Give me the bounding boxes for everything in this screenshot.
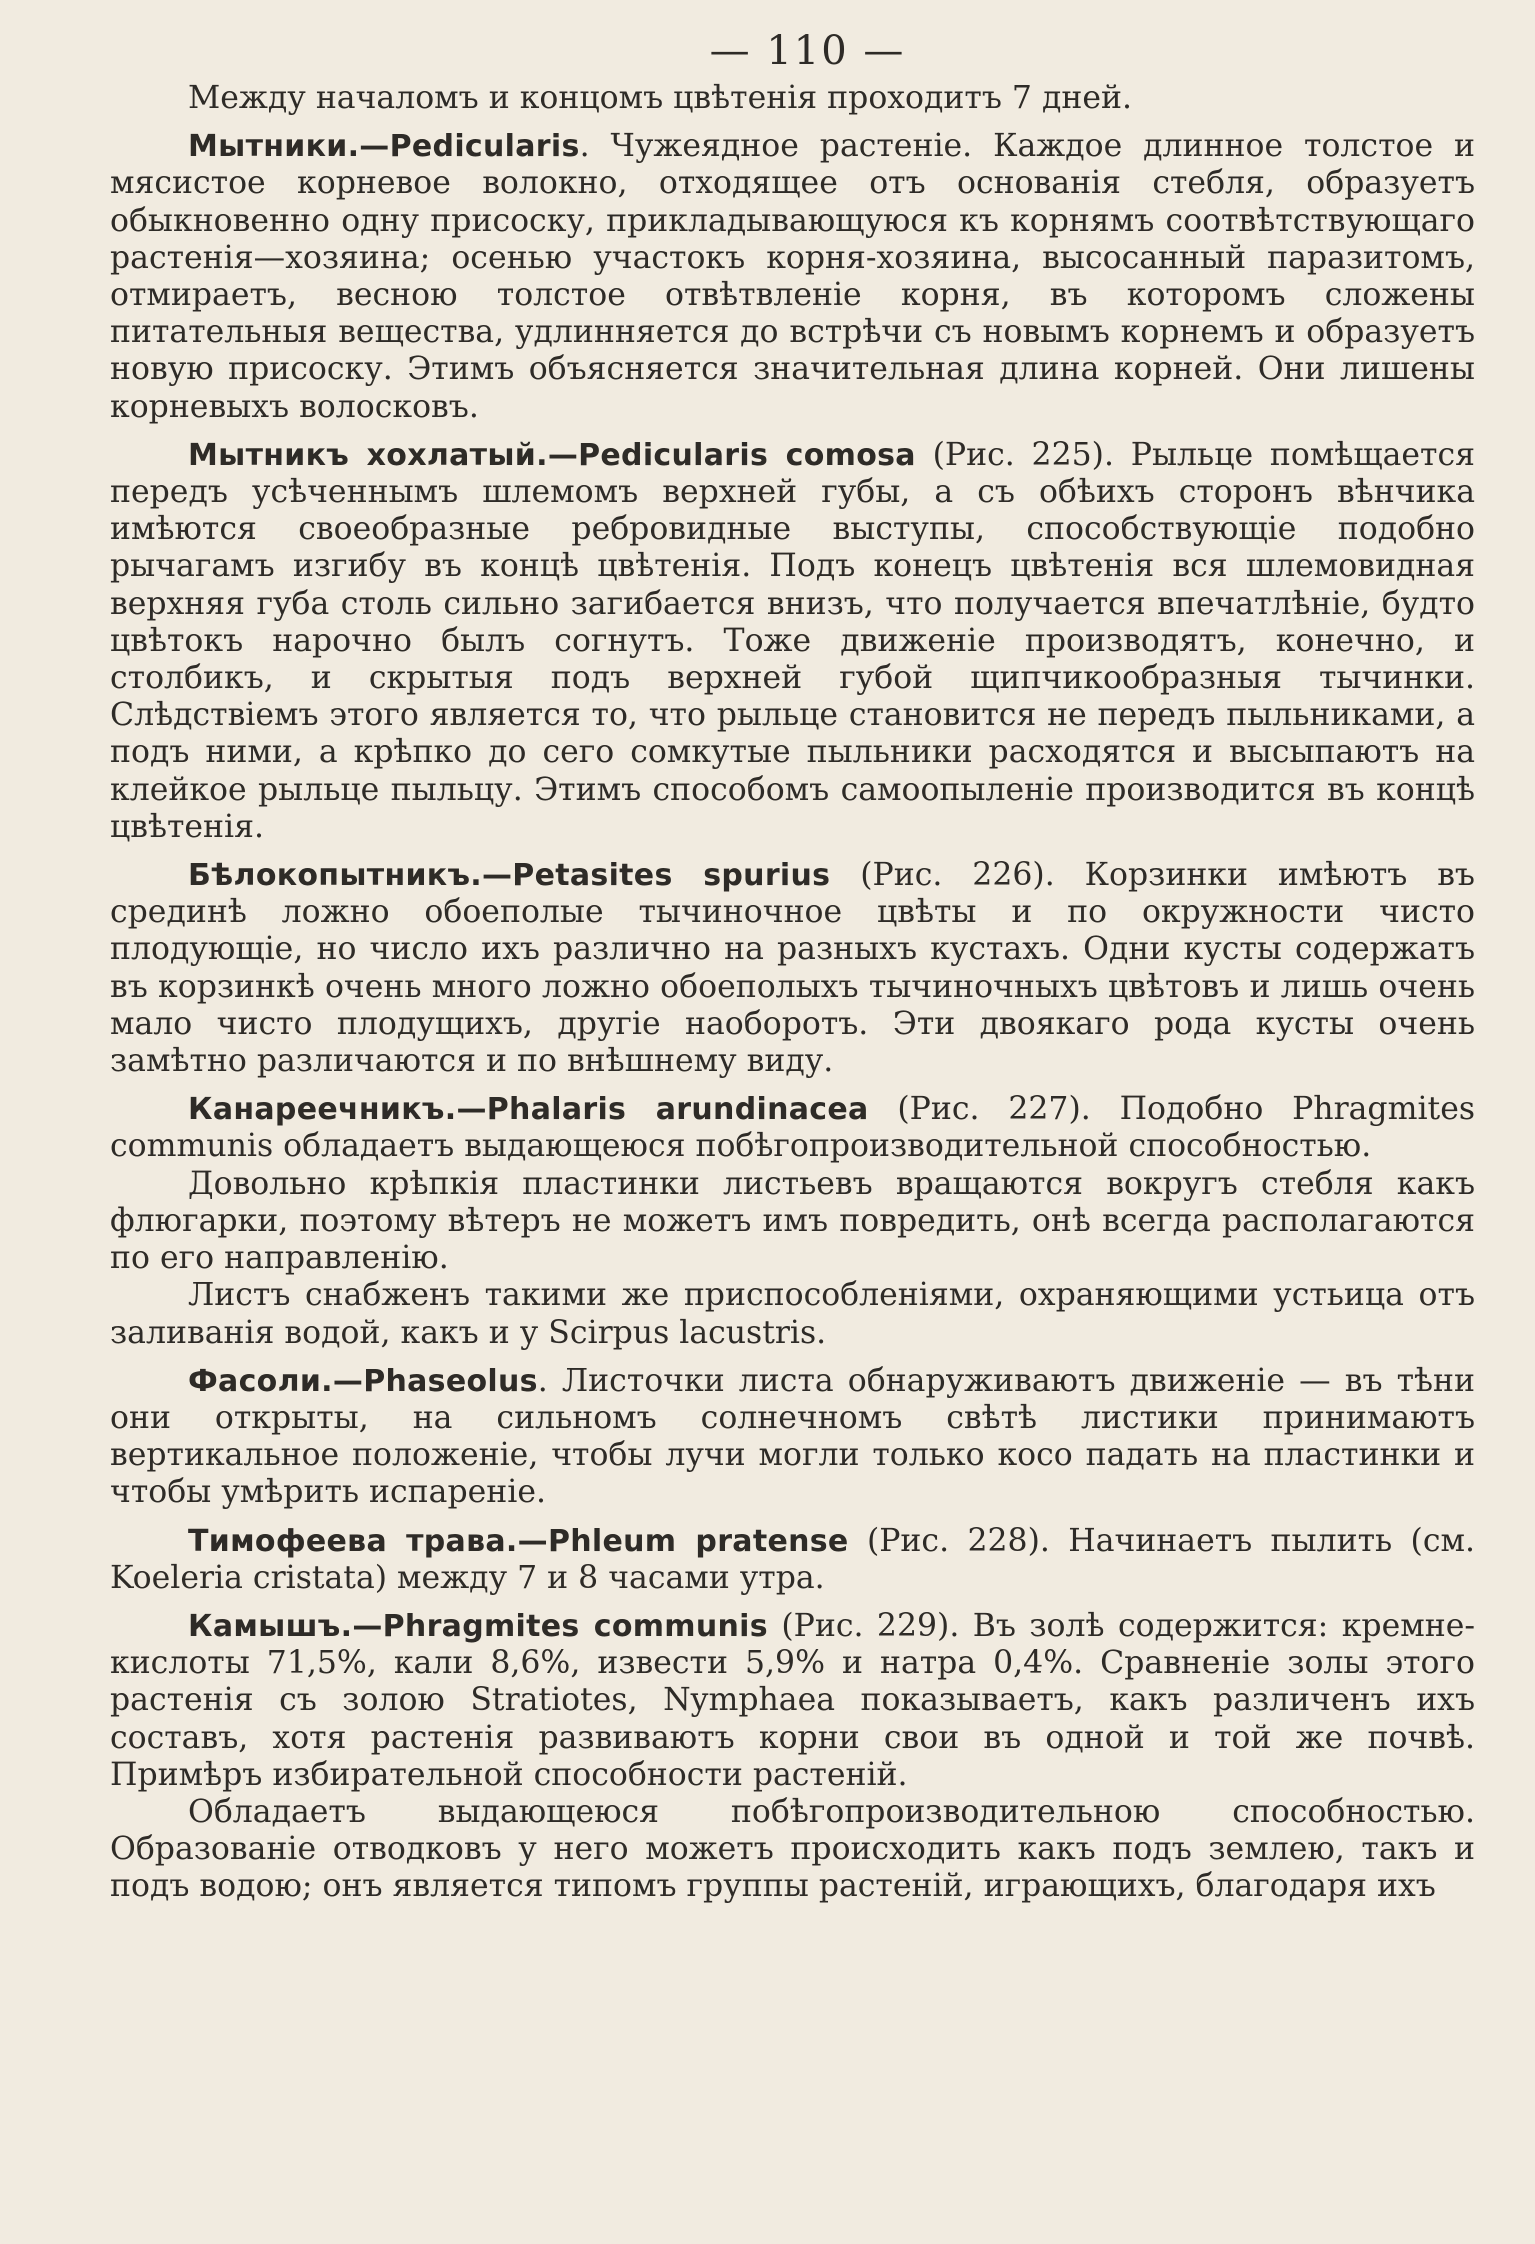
paragraph-text: (Рис. 227). Подобно Phragmites communis обладаетъ выдающеюся побѣгопроизводительной способностью. bbox=[110, 1091, 1475, 1165]
paragraph-text: (Рис. 225). Рыльце помѣщается передъ усѣченнымъ шлемомъ верхней губы, а съ обѣихъ сторонъ вѣнчика имѣются своеобразные ребровидные выступы, способствующіе подобно рычагамъ изгибу въ концѣ цвѣтенія. Подъ конецъ цвѣтенія вся шлемовидная верхняя губа столь сильно загибается внизъ, что получается впечатлѣніе, будто цвѣтокъ нарочно былъ согнутъ. Тоже движеніе производятъ, конечно, и столбикъ, и скрытыя подъ верхней губой щипчикообразныя тычинки. Слѣдствіемъ этого является то, что рыльце становится не передъ пыльниками, а подъ ними, а крѣпко до сего сомкутые пыльники расходятся и высыпаютъ на клейкое рыльце пыльцу. Этимъ способомъ самоопыленіе производится въ концѣ цвѣтенія. bbox=[110, 436, 1475, 845]
entry-term: Канареечникъ.— bbox=[188, 1092, 487, 1128]
paragraph-text: Довольно крѣпкія пластинки листьевъ вращаются вокругъ стебля какъ флюгарки, поэтому вѣтеръ не можетъ имъ повредить, онѣ всегда располагаются по его направленію. bbox=[110, 1165, 1475, 1277]
paragraph-text: . Чужеядное растеніе. Каждое длинное толстое и мясистое корневое волокно, отходящее отъ основанія стебля, образуетъ обыкновенно одну присоску, прикладывающуюся къ корнямъ соотвѣтствующаго растенія—хозяина; осенью участокъ корня-хозяина, высосанный паразитомъ, отмираетъ, весною толстое отвѣтвленіе корня, въ которомъ сложены питательныя вещества, удлинняется до встрѣчи съ новымъ корнемъ и образуетъ новую присоску. Этимъ объясняется значительная длина корней. Они лишены корневыхъ волосковъ. bbox=[110, 128, 1475, 425]
entry-term: Мытникъ хохлатый.— bbox=[188, 437, 579, 473]
paragraph-phalaris-stomata bbox=[110, 1277, 1475, 1351]
entry-latin-name: Phalaris arundinacea bbox=[486, 1092, 869, 1128]
paragraph-phalaris bbox=[110, 1091, 1475, 1165]
paragraph-phragmites-shoots bbox=[110, 1794, 1475, 1906]
body-text bbox=[110, 80, 1475, 1906]
paragraph-text: (Рис. 228). Начинаетъ пылить (см. Koeleria cristata) между 7 и 8 часами утра. bbox=[110, 1522, 1475, 1596]
entry-latin-name: Phleum pratense bbox=[547, 1523, 849, 1559]
paragraph-phragmites bbox=[110, 1608, 1475, 1794]
entry-term: Мытники.— bbox=[188, 129, 390, 165]
paragraph-phaseolus bbox=[110, 1363, 1475, 1512]
paragraph-petasites bbox=[110, 857, 1475, 1080]
entry-term: Камышъ.— bbox=[188, 1608, 383, 1644]
entry-latin-name: Phragmites communis bbox=[382, 1608, 768, 1644]
entry-latin-name: Phaseolus bbox=[363, 1363, 538, 1399]
paragraph-flowering bbox=[110, 80, 1475, 117]
paragraph-text: Между началомъ и концомъ цвѣтенія проходитъ 7 дней. bbox=[188, 80, 1132, 116]
entry-term: Фасоли.— bbox=[188, 1363, 364, 1399]
paragraph-pedicularis bbox=[110, 128, 1475, 426]
entry-latin-name: Pedicularis comosa bbox=[578, 437, 916, 473]
paragraph-text: Обладаетъ выдающеюся побѣгопроизводительною способностью. Образованіе отводковъ у него можетъ происходить какъ подъ землею, такъ и подъ водою; онъ является типомъ группы растеній, играющихъ, благодаря ихъ bbox=[110, 1793, 1475, 1905]
paragraph-text: . Листочки листа обнаруживаютъ движеніе — въ тѣни они открыты, на сильномъ солнечномъ свѣтѣ листики принимаютъ вертикальное положеніе, чтобы лучи могли только косо падать на пластинки и чтобы умѣрить испареніе. bbox=[110, 1362, 1475, 1511]
entry-latin-name: Petasites spurius bbox=[512, 858, 831, 894]
entry-term: Тимофеева трава.— bbox=[188, 1523, 548, 1559]
paragraph-phalaris-leaves bbox=[110, 1166, 1475, 1278]
page-number: — 110 — bbox=[709, 28, 906, 74]
paragraph-text: (Рис. 226). Корзинки имѣютъ въ срединѣ ложно обоеполые тычиночное цвѣты и по окружности чисто плодующіе, но число ихъ различно на разныхъ кустахъ. Одни кусты содержатъ въ корзинкѣ очень много ложно обоеполыхъ тычиночныхъ цвѣтовъ и лишь очень мало чисто плодущихъ, другіе наоборотъ. Эти двоякаго рода кусты очень замѣтно различаются и по внѣшнему виду. bbox=[110, 857, 1475, 1080]
paragraph-text: (Рис. 229). Въ золѣ содержится: кремне-кислоты 71,5%, кали 8,6%, извести 5,9% и натра 0,4%. Сравненіе золы этого растенія съ золою Stratiotes, Nymphaea показываетъ, какъ различенъ ихъ составъ, хотя растенія развиваютъ корни свои въ одной и той же почвѣ. Примѣръ избирательной способности растеній. bbox=[110, 1607, 1475, 1793]
entry-term: Бѣлокопытникъ.— bbox=[188, 858, 513, 894]
paragraph-pedicularis-comosa bbox=[110, 437, 1475, 846]
paragraph-text: Листъ снабженъ такими же приспособленіями, охраняющими устьица отъ заливанія водой, какъ и у Scirpus lacustris. bbox=[110, 1277, 1475, 1351]
paragraph-phleum bbox=[110, 1523, 1475, 1597]
entry-latin-name: Pedicularis bbox=[389, 129, 580, 165]
